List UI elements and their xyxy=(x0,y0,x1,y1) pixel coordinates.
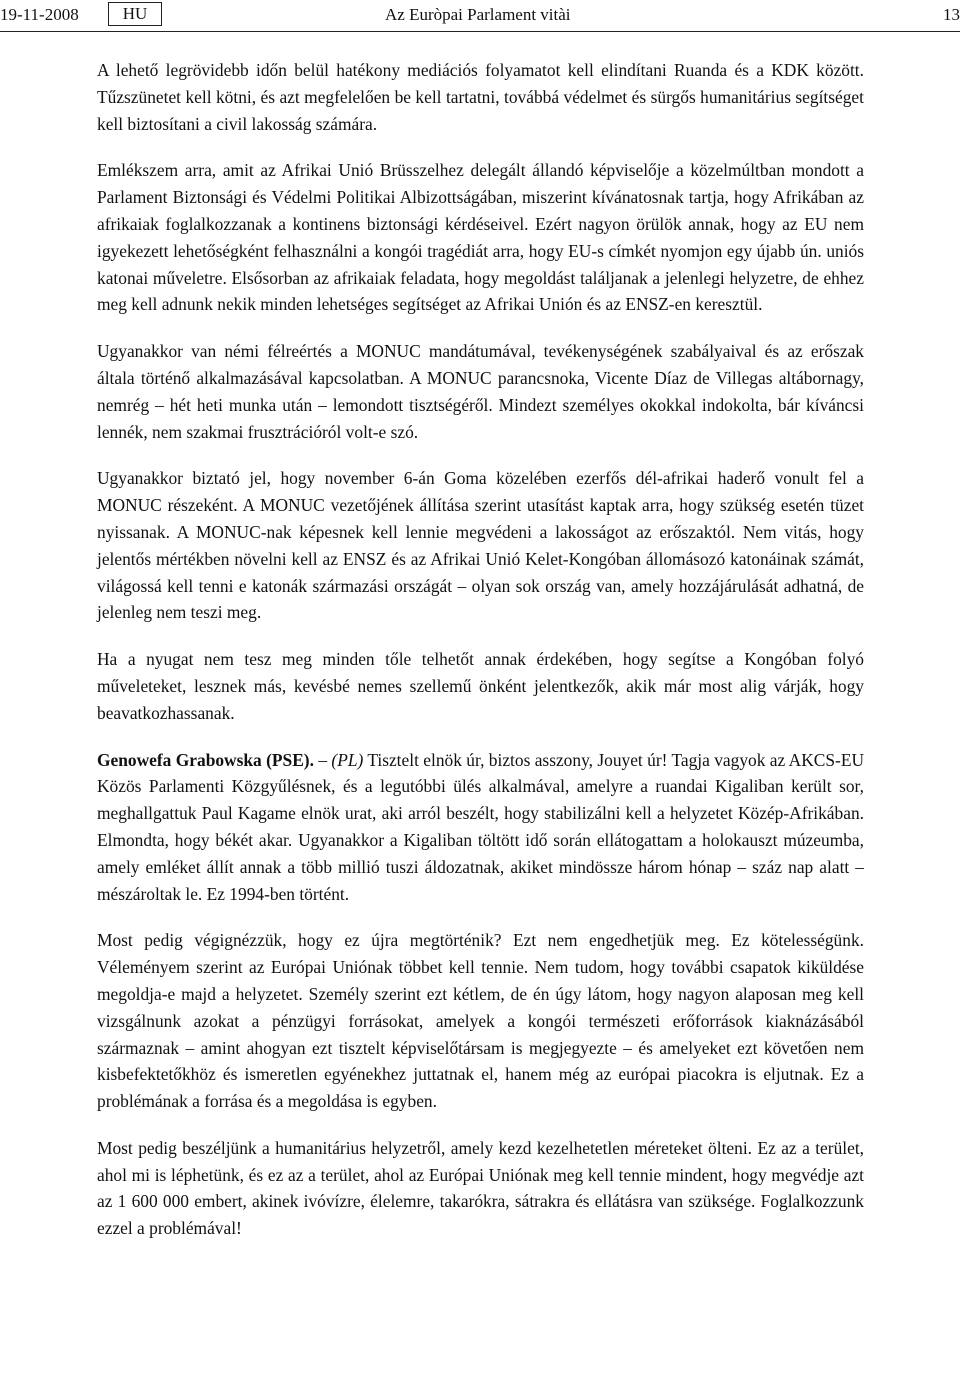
language-tag: (PL) xyxy=(331,749,364,770)
document-title: Az Euròpai Parlament vitài xyxy=(385,5,571,24)
speaker-name: Genowefa Grabowska (PSE). xyxy=(97,749,314,770)
header-date: 19-11-2008 xyxy=(0,5,79,24)
paragraph: Ha a nyugat nem tesz meg minden tőle telhetőt annak érdekében, hogy segítse a Kongóban folyó műveleteket, lesznek más, kevésbé nemes szellemű önként jelentkezők, akik már most alig várják, hogy beavatkozhassanak. xyxy=(97,649,864,723)
paragraph: Emlékszem arra, amit az Afrikai Unió Brüsszelhez delegált állandó képviselője a közelmúltban mondott a Parlament Biztonsági és Védelmi Politikai Albizottságában, miszerint kívánatosnak tartja, hogy Afrikában az afrikaiak foglalkozzanak a kontinens biztonsági kérdéseivel. Ezért nagyon örülök annak, hogy az EU nem igyekezett lehetőségként felhasználni a kongói tragédiát arra, hogy EU-s címkét nyomjon egy újabb ún. uniós katonai műveletre. Elsősorban az afrikaiak feladata, hogy megoldást találjanak a jelenlegi helyzetre, de ehhez meg kell adnunk nekik minden lehetséges segítséget az Afrikai Unión és az ENSZ-en keresztül. xyxy=(97,160,864,315)
document-body xyxy=(97,57,864,1262)
paragraph: Most pedig beszéljünk a humanitárius helyzetről, amely kezd kezelhetetlen méreteket ölteni. Ez az a terület, ahol mi is léphetünk, és ez az a terület, ahol az Európai Uniónak meg kell tennie mindent, hogy megvédje azt az 1 600 000 embert, akinek ivóvízre, élelemre, takarókra, sátrakra és ellátásra van szüksége. Foglalkozzunk ezzel a problémával! xyxy=(97,1137,864,1239)
speech-paragraph xyxy=(97,747,864,908)
page-header xyxy=(0,0,960,32)
speech-dash: – xyxy=(313,749,332,770)
paragraph: A lehető legrövidebb időn belül hatékony mediációs folyamatot kell elindítani Ruanda és a KDK között. Tűzszünetet kell kötni, és azt megfelelően be kell tartatni, továbbá védelmet és sürgős humanitárius segítséget kell biztosítani a civil lakosság számára. xyxy=(97,60,864,134)
paragraph: Ugyanakkor biztató jel, hogy november 6-án Goma közelében ezerfős dél-afrikai haderő vonult fel a MONUC részeként. A MONUC vezetőjének állítása szerint utasítást kaptak arra, hogy szükség esetén tüzet nyissanak. A MONUC-nak képesnek kell lennie megvédeni a lakosságot az erőszaktól. Nem vitás, hogy jelentős mértékben növelni kell az ENSZ és az Afrikai Unió Kelet-Kongóban állomásozó katonáinak számát, világossá kell tenni e katonák származási országát – olyan sok ország van, amely hozzájárulását adhatná, de jelenleg nem teszi meg. xyxy=(97,468,864,623)
language-badge: HU xyxy=(108,2,162,26)
paragraph: Most pedig végignézzük, hogy ez újra megtörténik? Ezt nem engedhetjük meg. Ez kötelességünk. Véleményem szerint az Európai Uniónak többet kell tennie. Nem tudom, hogy további csapatok kiküldése megoldja-e majd a helyzetet. Személy szerint ezt kétlem, de én úgy látom, hogy nagyon alaposan meg kell vizsgálnunk azokat a pénzügyi forrásokat, amelyek a kongói természeti erőforrások kiaknázásából származnak – amint ahogyan ezt tisztelt képviselőtársam is megjegyezte – és amelyeket ezt követően nem kisbefektetőkhöz és ismeretlen egyénekhez juttatnak el, hanem még az európai piacokra is eljutnak. Ez a problémának a forrása és a megoldása is egyben. xyxy=(97,930,864,1112)
page-number: 13 xyxy=(943,5,960,24)
speech-text: Tisztelt elnök úr, biztos asszony, Jouyet úr! Tagja vagyok az AKCS-EU Közös Parlamenti Közgyűlésnek, és a legutóbbi ülés alkalmával, amelyre a ruandai Kigaliban került sor, meghallgattuk Paul Kagame elnök urat, aki arról beszélt, hogy stabilizálni kell a helyzetet Közép-Afrikában. Elmondta, hogy békét akar. Ugyanakkor a Kigaliban töltött idő során ellátogattam a holokauszt múzeumba, amely emléket állít annak a több millió tuszi áldozatnak, akiket mindössze három hónap – száz nap alatt – mészároltak le. Ez 1994-ben történt. xyxy=(97,749,865,904)
paragraph: Ugyanakkor van némi félreértés a MONUC mandátumával, tevékenységének szabályaival és az erőszak általa történő alkalmazásával kapcsolatban. A MONUC parancsnoka, Vicente Díaz de Villegas altábornagy, nemrég – hét heti munka után – lemondott tisztségéről. Mindezt személyes okokkal indokolta, bár kíváncsi lennék, nem szakmai frusztrációról volt-e szó. xyxy=(97,341,864,442)
